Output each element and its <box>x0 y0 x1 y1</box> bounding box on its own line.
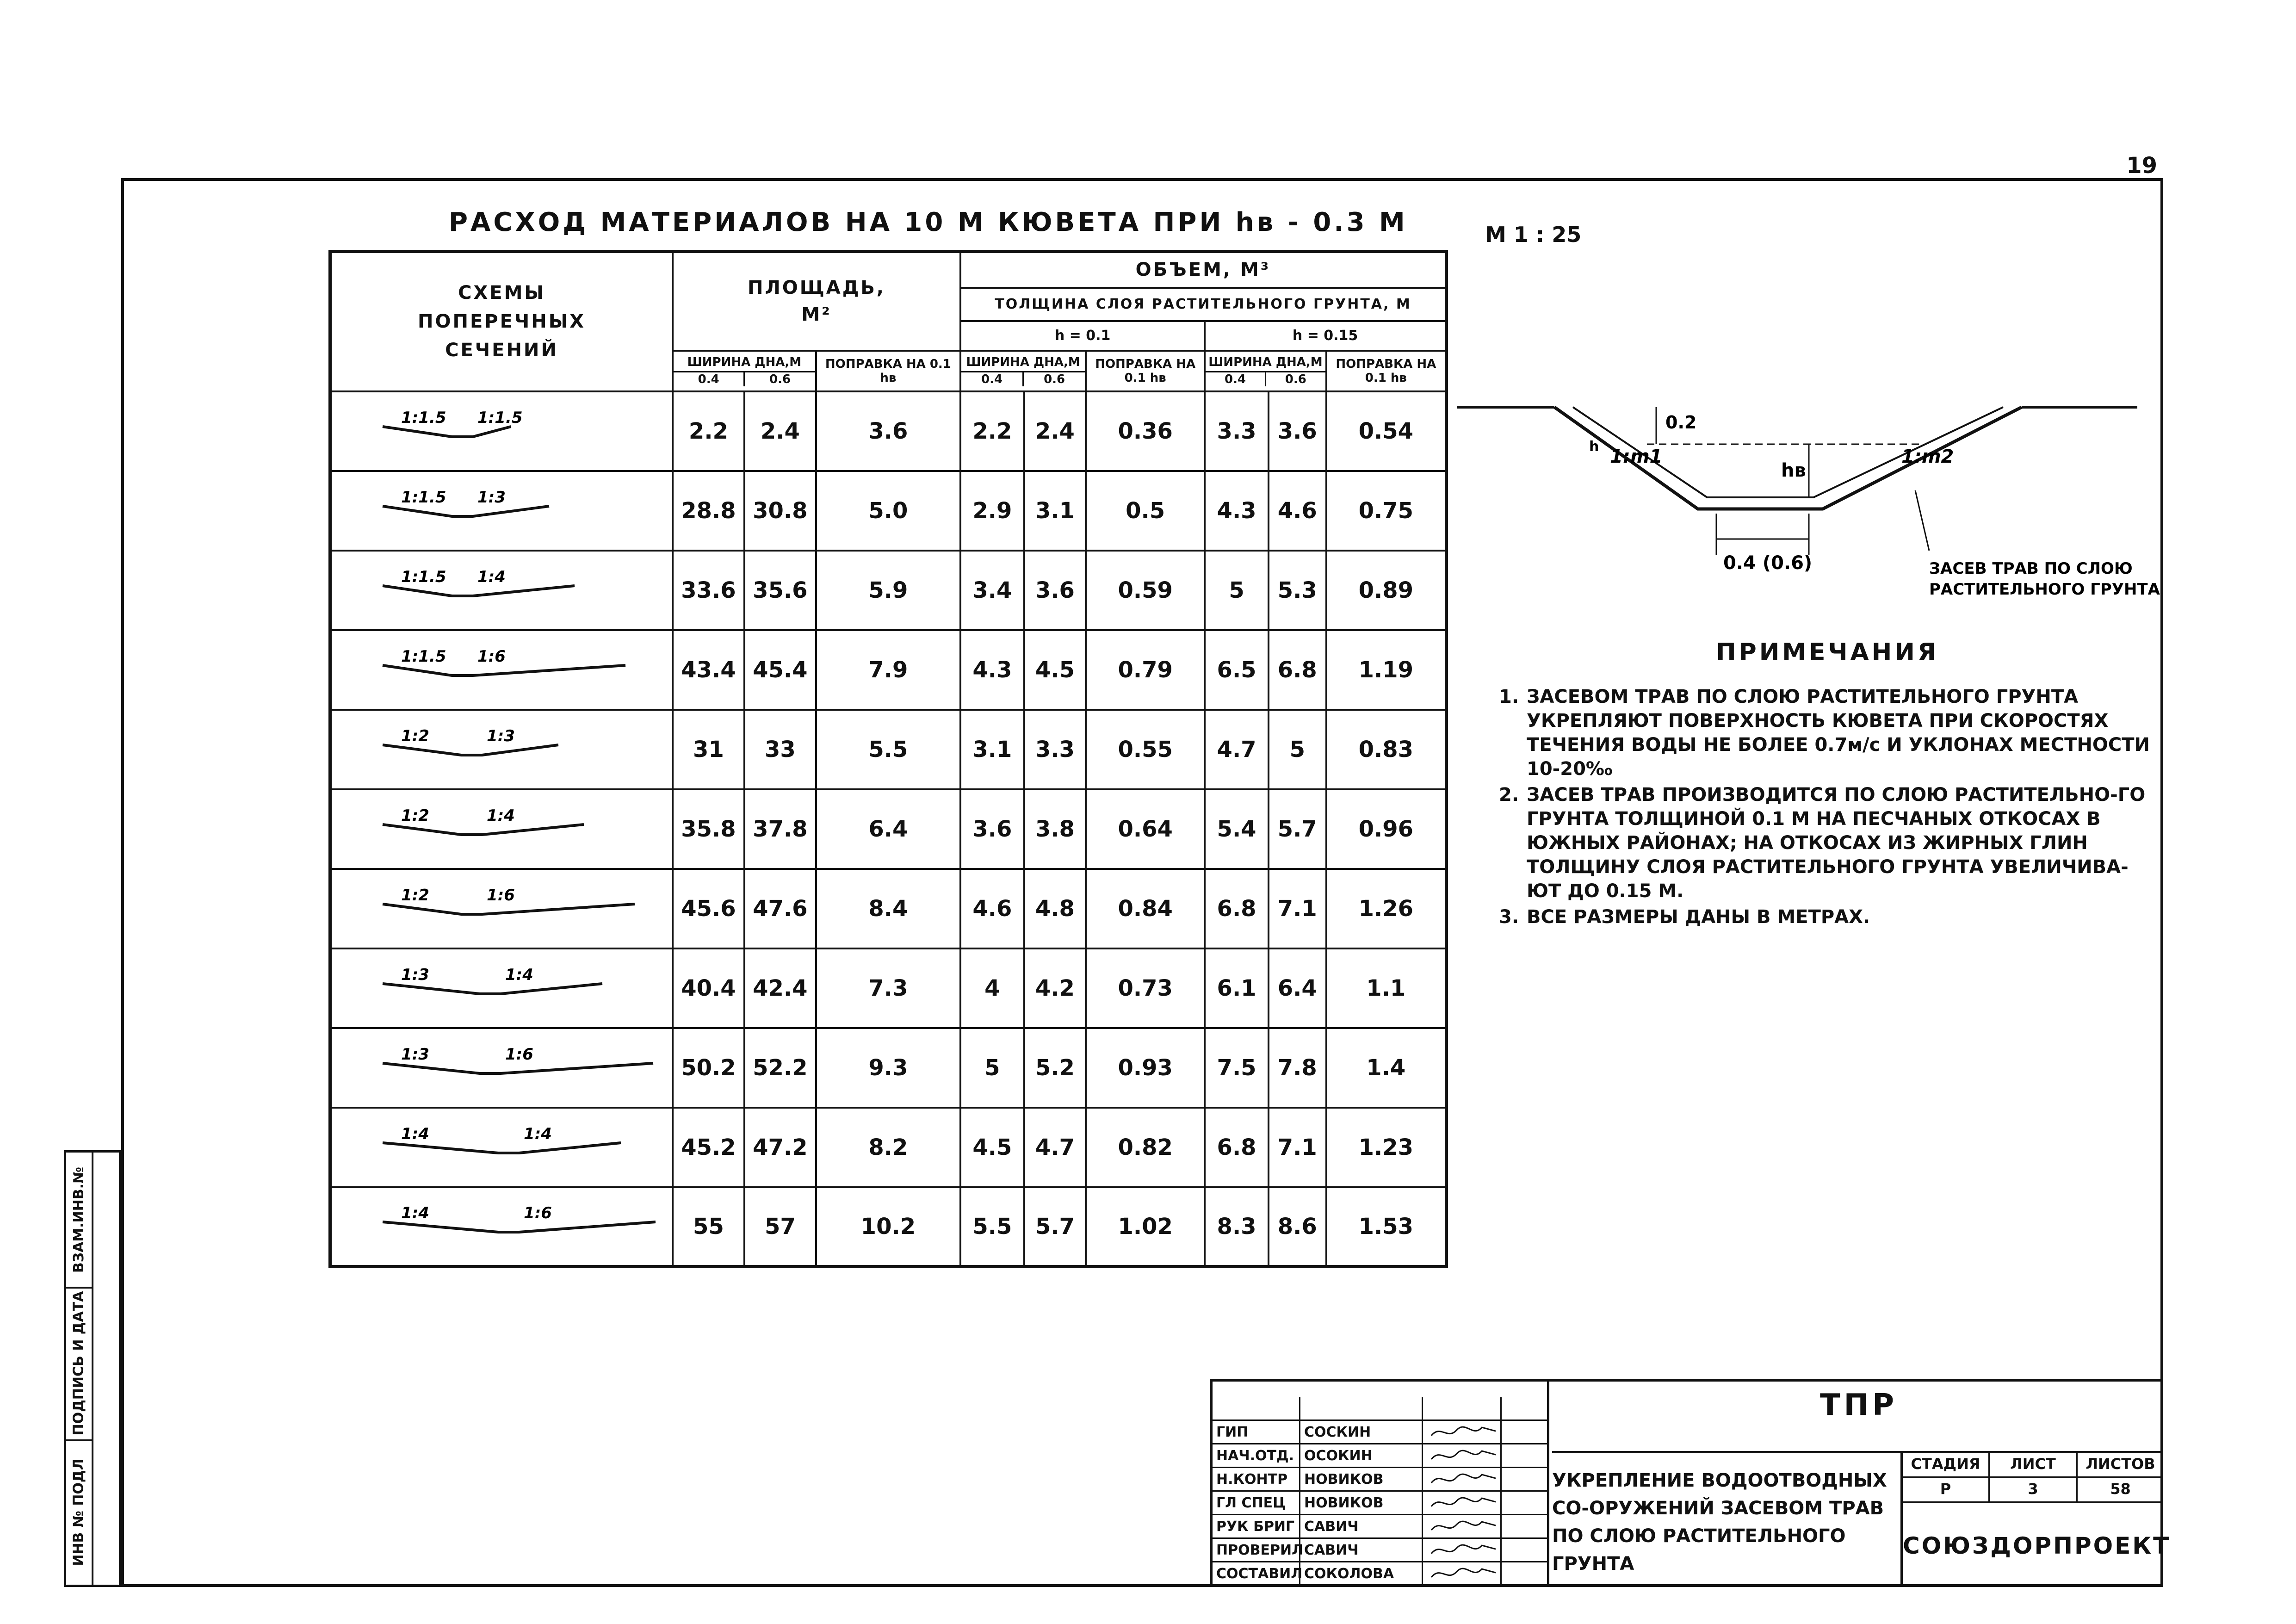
cross-section-sketch <box>332 951 672 1025</box>
value-cell: 2.2 <box>960 391 1024 471</box>
notes-section <box>1499 638 2156 931</box>
signature-mark <box>1423 1421 1502 1443</box>
value-cell: 1.02 <box>1086 1187 1205 1267</box>
signature-mark <box>1423 1539 1502 1561</box>
cross-section-sketch <box>332 474 672 548</box>
value-cell: 0.36 <box>1086 391 1205 471</box>
note-number: 2. <box>1499 784 1519 806</box>
cross-section-sketch <box>332 394 672 468</box>
slope-right-label: 1:m2 <box>1901 446 1954 467</box>
label-width-h01: ШИРИНА ДНА,М <box>961 355 1085 372</box>
table-row <box>330 391 1447 471</box>
slope-right-ratio: 1:6 <box>505 1045 533 1064</box>
value-cell: 4.5 <box>960 1108 1024 1187</box>
header-area: ПЛОЩАДЬ, М² <box>673 252 960 351</box>
value-cell: 4.7 <box>1024 1108 1086 1187</box>
signature-role: НАЧ.ОТД. <box>1213 1444 1300 1467</box>
empty-cell <box>1213 1397 1300 1419</box>
scheme-cell <box>330 869 673 948</box>
scheme-cell <box>330 391 673 471</box>
signature-date <box>1502 1444 1549 1467</box>
section-profile <box>383 1143 621 1153</box>
meta-sheet-value: 3 <box>1990 1478 2078 1501</box>
signature-mark <box>1423 1515 1502 1537</box>
value-cell: 1.26 <box>1326 869 1447 948</box>
meta-value-row <box>1903 1478 2163 1503</box>
slope-left-ratio: 1:3 <box>401 1045 429 1064</box>
value-cell: 9.3 <box>816 1028 960 1108</box>
value-cell: 5 <box>1269 710 1326 789</box>
value-cell: 3.4 <box>960 551 1024 630</box>
label-width-area: ШИРИНА ДНА,М <box>674 355 815 372</box>
meta-sheets-header: ЛИСТОВ <box>2086 1455 2155 1473</box>
header-h-01: h = 0.1 <box>960 321 1205 351</box>
scheme-cell <box>330 789 673 869</box>
signature-name: НОВИКОВ <box>1300 1468 1423 1490</box>
slope-left-ratio: 1:2 <box>401 726 429 745</box>
signature-mark <box>1423 1492 1502 1514</box>
cross-section-sketch <box>332 553 672 627</box>
value-cell: 1.4 <box>1326 1028 1447 1108</box>
section-profile <box>383 745 558 755</box>
value-cell: 35.8 <box>673 789 744 869</box>
header-volume: ОБЪЕМ, М³ <box>960 252 1447 288</box>
value-cell: 4.3 <box>1205 471 1269 551</box>
table-row <box>330 1028 1447 1108</box>
section-profile <box>383 1222 656 1232</box>
value-cell: 5.3 <box>1269 551 1326 630</box>
value-cell: 5.2 <box>1024 1028 1086 1108</box>
section-profile <box>383 904 635 914</box>
value-cell: 7.8 <box>1269 1028 1326 1108</box>
cross-section-sketch <box>332 1190 672 1264</box>
table-row <box>330 1108 1447 1187</box>
scale-label: М 1 : 25 <box>1485 222 1582 247</box>
value-cell: 2.2 <box>673 391 744 471</box>
value-cell: 30.8 <box>744 471 816 551</box>
value-cell: 5.0 <box>816 471 960 551</box>
value-cell: 4.2 <box>1024 948 1086 1028</box>
signature-mark <box>1423 1468 1502 1490</box>
scheme-cell <box>330 1187 673 1267</box>
value-cell: 5.7 <box>1024 1187 1086 1267</box>
section-profile <box>383 665 625 676</box>
note-item <box>1499 783 2156 903</box>
slope-left-ratio: 1:4 <box>401 1124 429 1143</box>
value-cell: 5.5 <box>816 710 960 789</box>
value-cell: 5.9 <box>816 551 960 630</box>
value-cell: 7.1 <box>1269 869 1326 948</box>
signature-date <box>1502 1492 1549 1514</box>
value-cell: 0.54 <box>1326 391 1447 471</box>
slope-right-ratio: 1:4 <box>505 965 533 984</box>
signature-name: СОКОЛОВА <box>1300 1562 1423 1585</box>
note-text: ЗАСЕВ ТРАВ ПРОИЗВОДИТСЯ ПО СЛОЮ РАСТИТЕЛЬНО-ГО ГРУНТА ТОЛЩИНОЙ 0.1 М НА ПЕСЧАНЫХ ОТКОСАХ В ЮЖНЫХ РАЙОНАХ; НА ОТКОСАХ ИЗ ЖИРНЫХ ГЛИН ТОЛЩИНУ СЛОЯ РАСТИТЕЛЬНОГО ГРУНТА УВЕЛИЧИВА-ЮТ ДО 0.15 М. <box>1527 784 2146 902</box>
value-cell: 5 <box>960 1028 1024 1108</box>
meta-sheet-header: ЛИСТ <box>1990 1453 2078 1476</box>
side-strip-col-1 <box>66 1153 93 1585</box>
slope-left-ratio: 1:1.5 <box>401 567 446 586</box>
value-cell: 0.83 <box>1326 710 1447 789</box>
depth-label: hв <box>1781 460 1806 481</box>
slope-left-ratio: 1:3 <box>401 965 429 984</box>
signature-date <box>1502 1515 1549 1537</box>
header-corr-h015: ПОПРАВКА НА 0.1 hв <box>1326 351 1447 391</box>
signature-row <box>1213 1515 1549 1539</box>
value-cell: 7.3 <box>816 948 960 1028</box>
value-cell: 5 <box>1205 551 1269 630</box>
label-width-h015: ШИРИНА ДНА,М <box>1206 355 1325 372</box>
value-cell: 3.8 <box>1024 789 1086 869</box>
cross-section-sketch <box>332 1031 672 1105</box>
value-cell: 57 <box>744 1187 816 1267</box>
slope-left-label: 1:m1 <box>1610 446 1663 467</box>
slope-left-ratio: 1:4 <box>401 1203 429 1222</box>
ditch-cross-section-diagram <box>1457 379 2165 620</box>
value-cell: 1.19 <box>1326 630 1447 710</box>
side-approval-strip <box>64 1150 121 1587</box>
signature-date <box>1502 1539 1549 1561</box>
value-cell: 6.5 <box>1205 630 1269 710</box>
value-cell: 37.8 <box>744 789 816 869</box>
notes-list <box>1499 685 2156 929</box>
value-cell: 43.4 <box>673 630 744 710</box>
value-cell: 47.2 <box>744 1108 816 1187</box>
project-code: ТПР <box>1819 1388 1898 1422</box>
value-cell: 3.6 <box>1024 551 1086 630</box>
table-row <box>330 471 1447 551</box>
section-profile <box>383 1063 653 1073</box>
value-cell: 47.6 <box>744 869 816 948</box>
value-cell: 4.6 <box>960 869 1024 948</box>
note-item <box>1499 905 2156 929</box>
value-cell: 4.8 <box>1024 869 1086 948</box>
meta-stage-value: Р <box>1903 1478 1990 1501</box>
slope-right-ratio: 1:4 <box>487 806 515 825</box>
value-cell: 1.1 <box>1326 948 1447 1028</box>
value-cell: 31 <box>673 710 744 789</box>
side-cell-sign <box>66 1287 92 1441</box>
side-label-sign: ПОДПИСЬ И ДАТА <box>71 1290 87 1436</box>
note-text: ЗАСЕВОМ ТРАВ ПО СЛОЮ РАСТИТЕЛЬНОГО ГРУНТА УКРЕПЛЯЮТ ПОВЕРХНОСТЬ КЮВЕТА ПРИ СКОРОСТЯХ ТЕЧЕНИЯ ВОДЫ НЕ БОЛЕЕ 0.7м/с И УКЛОНАХ МЕСТНОСТИ 10-20‰ <box>1527 686 2150 780</box>
value-cell: 50.2 <box>673 1028 744 1108</box>
scheme-cell <box>330 1108 673 1187</box>
signatures-grid <box>1213 1382 1549 1584</box>
value-cell: 45.6 <box>673 869 744 948</box>
meta-header-row <box>1903 1453 2163 1478</box>
caption-leader <box>1915 490 1929 551</box>
header-width-h015 <box>1205 351 1326 391</box>
note-number: 1. <box>1499 686 1519 707</box>
header-width-area <box>673 351 816 391</box>
signature-mark <box>1423 1562 1502 1585</box>
signature-name: САВИЧ <box>1300 1515 1423 1537</box>
value-cell: 3.1 <box>960 710 1024 789</box>
value-cell: 1.53 <box>1326 1187 1447 1267</box>
table-title: РАСХОД МАТЕРИАЛОВ НА 10 М КЮВЕТА ПРИ hв - 0.3 М <box>449 207 1408 237</box>
slope-left-ratio: 1:1.5 <box>401 488 446 507</box>
side-cell-inv <box>66 1153 92 1289</box>
table-row <box>330 630 1447 710</box>
note-text: ВСЕ РАЗМЕРЫ ДАНЫ В МЕТРАХ. <box>1527 906 1870 928</box>
signature-name: ОСОКИН <box>1300 1444 1423 1467</box>
table-row <box>330 551 1447 630</box>
value-cell: 0.55 <box>1086 710 1205 789</box>
section-profile <box>383 586 575 596</box>
value-cell: 35.6 <box>744 551 816 630</box>
slope-right-ratio: 1:3 <box>477 488 506 507</box>
slope-right-ratio: 1:6 <box>524 1203 552 1222</box>
note-item <box>1499 685 2156 781</box>
header-h-015: h = 0.15 <box>1205 321 1446 351</box>
label-w06-h01: 0.6 <box>1044 372 1065 386</box>
value-cell: 40.4 <box>673 948 744 1028</box>
value-cell: 3.3 <box>1024 710 1086 789</box>
value-cell: 8.3 <box>1205 1187 1269 1267</box>
label-w04-h01: 0.4 <box>961 372 1024 386</box>
signature-name: САВИЧ <box>1300 1539 1423 1561</box>
value-cell: 2.9 <box>960 471 1024 551</box>
signature-mark <box>1423 1444 1502 1467</box>
value-cell: 7.5 <box>1205 1028 1269 1108</box>
sheet-meta <box>1900 1451 2171 1587</box>
value-cell: 3.6 <box>960 789 1024 869</box>
cross-section-sketch <box>332 633 672 707</box>
slope-right-ratio: 1:4 <box>477 567 506 586</box>
scheme-cell <box>330 710 673 789</box>
slope-right-ratio: 1:1.5 <box>477 408 523 427</box>
cross-section-sketch <box>332 713 672 787</box>
value-cell: 28.8 <box>673 471 744 551</box>
value-cell: 7.9 <box>816 630 960 710</box>
slope-right-ratio: 1:4 <box>524 1124 552 1143</box>
signature-role: РУК БРИГ <box>1213 1515 1300 1537</box>
value-cell: 4 <box>960 948 1024 1028</box>
value-cell: 0.89 <box>1326 551 1447 630</box>
signature-row <box>1213 1444 1549 1468</box>
title-block-divider <box>1552 1451 1900 1453</box>
scheme-cell <box>330 630 673 710</box>
signature-row <box>1213 1468 1549 1492</box>
side-cell-podl <box>66 1439 92 1585</box>
signature-role: ГИП <box>1213 1421 1300 1443</box>
value-cell: 52.2 <box>744 1028 816 1108</box>
value-cell: 45.2 <box>673 1108 744 1187</box>
caption-line-2: РАСТИТЕЛЬНОГО ГРУНТА <box>1929 580 2160 599</box>
notes-heading: ПРИМЕЧАНИЯ <box>1716 638 1939 666</box>
value-cell: 5.7 <box>1269 789 1326 869</box>
value-cell: 6.1 <box>1205 948 1269 1028</box>
side-label-podl: ИНВ № ПОДЛ <box>71 1458 87 1566</box>
value-cell: 4.3 <box>960 630 1024 710</box>
value-cell: 8.4 <box>816 869 960 948</box>
value-cell: 10.2 <box>816 1187 960 1267</box>
bottom-width-label: 0.4 (0.6) <box>1723 552 1813 574</box>
value-cell: 0.93 <box>1086 1028 1205 1108</box>
slope-right-ratio: 1:3 <box>487 726 515 745</box>
slope-left-ratio: 1:2 <box>401 886 429 905</box>
signature-row <box>1213 1492 1549 1515</box>
header-corr-area: ПОПРАВКА НА 0.1 hв <box>816 351 960 391</box>
value-cell: 4.6 <box>1269 471 1326 551</box>
value-cell: 0.82 <box>1086 1108 1205 1187</box>
organization-name: СОЮЗДОРПРОЕКТ <box>1903 1532 2171 1559</box>
value-cell: 0.75 <box>1326 471 1447 551</box>
header-width-h01 <box>960 351 1086 391</box>
value-cell: 45.4 <box>744 630 816 710</box>
table-body <box>330 391 1447 1267</box>
header-layer-thickness: ТОЛЩИНА СЛОЯ РАСТИТЕЛЬНОГО ГРУНТА, М <box>960 288 1447 321</box>
cross-section-sketch <box>332 872 672 946</box>
value-cell: 3.6 <box>816 391 960 471</box>
value-cell: 0.64 <box>1086 789 1205 869</box>
value-cell: 6.8 <box>1205 1108 1269 1187</box>
signature-name: СОСКИН <box>1300 1421 1423 1443</box>
signature-row-empty <box>1213 1397 1549 1421</box>
value-cell: 8.6 <box>1269 1187 1326 1267</box>
signature-role: Н.КОНТР <box>1213 1468 1300 1490</box>
value-cell: 6.4 <box>1269 948 1326 1028</box>
table-row <box>330 869 1447 948</box>
value-cell: 4.5 <box>1024 630 1086 710</box>
table-row <box>330 1187 1447 1267</box>
value-cell: 3.6 <box>1269 391 1326 471</box>
value-cell: 3.1 <box>1024 471 1086 551</box>
value-cell: 2.4 <box>1024 391 1086 471</box>
value-cell: 0.5 <box>1086 471 1205 551</box>
dim-top-label: 0.2 <box>1665 412 1697 433</box>
label-w04-h015: 0.4 <box>1206 372 1266 386</box>
signature-row <box>1213 1539 1549 1562</box>
value-cell: 3.3 <box>1205 391 1269 471</box>
sheet-number: 19 <box>2126 153 2157 179</box>
section-profile <box>383 984 602 994</box>
signature-name: НОВИКОВ <box>1300 1492 1423 1514</box>
slope-left-ratio: 1:2 <box>401 806 429 825</box>
cross-section-sketch <box>332 1110 672 1184</box>
signature-date <box>1502 1421 1549 1443</box>
side-strip-col-2 <box>93 1153 119 1585</box>
meta-stage-header: СТАДИЯ <box>1903 1453 1990 1476</box>
label-w06-area: 0.6 <box>769 372 791 386</box>
caption-line-1: ЗАСЕВ ТРАВ ПО СЛОЮ <box>1929 559 2133 578</box>
value-cell: 5.5 <box>960 1187 1024 1267</box>
value-cell: 7.1 <box>1269 1108 1326 1187</box>
value-cell: 2.4 <box>744 391 816 471</box>
value-cell: 6.4 <box>816 789 960 869</box>
value-cell: 6.8 <box>1269 630 1326 710</box>
empty-cell <box>1300 1397 1423 1419</box>
layer-h-label: h <box>1589 439 1599 455</box>
value-cell: 5.4 <box>1205 789 1269 869</box>
section-profile <box>383 427 511 437</box>
note-number: 3. <box>1499 906 1519 928</box>
signature-date <box>1502 1468 1549 1490</box>
signature-role: ПРОВЕРИЛ <box>1213 1539 1300 1561</box>
scheme-cell <box>330 948 673 1028</box>
empty-cell <box>1502 1397 1549 1419</box>
value-cell: 4.7 <box>1205 710 1269 789</box>
table-row <box>330 789 1447 869</box>
scheme-cell <box>330 551 673 630</box>
label-w06-h015: 0.6 <box>1285 372 1306 386</box>
value-cell: 1.23 <box>1326 1108 1447 1187</box>
value-cell: 33 <box>744 710 816 789</box>
empty-cell <box>1423 1397 1502 1419</box>
slope-right-ratio: 1:6 <box>487 886 515 905</box>
signature-role: ГЛ СПЕЦ <box>1213 1492 1300 1514</box>
meta-sheets-value: 58 <box>2110 1480 2131 1498</box>
section-profile <box>383 824 584 835</box>
signature-row <box>1213 1562 1549 1586</box>
label-w04-area: 0.4 <box>674 372 745 386</box>
slope-left-ratio: 1:1.5 <box>401 647 446 666</box>
table-row <box>330 948 1447 1028</box>
section-profile <box>383 506 549 516</box>
value-cell: 6.8 <box>1205 869 1269 948</box>
sheet-description: УКРЕПЛЕНИЕ ВОДООТВОДНЫХ СО-ОРУЖЕНИЙ ЗАСЕВОМ ТРАВ ПО СЛОЮ РАСТИТЕЛЬНОГО ГРУНТА <box>1552 1470 1887 1574</box>
header-corr-h01: ПОПРАВКА НА 0.1 hв <box>1086 351 1205 391</box>
table-row <box>330 710 1447 789</box>
value-cell: 55 <box>673 1187 744 1267</box>
scheme-cell <box>330 1028 673 1108</box>
value-cell: 0.59 <box>1086 551 1205 630</box>
value-cell: 0.79 <box>1086 630 1205 710</box>
value-cell: 8.2 <box>816 1108 960 1187</box>
materials-table <box>328 250 1448 1268</box>
slope-left-ratio: 1:1.5 <box>401 408 446 427</box>
scheme-cell <box>330 471 673 551</box>
value-cell: 33.6 <box>673 551 744 630</box>
value-cell: 0.73 <box>1086 948 1205 1028</box>
side-label-vzam: ВЗАМ.ИНВ.№ <box>71 1166 87 1273</box>
signature-date <box>1502 1562 1549 1585</box>
header-schemes: СХЕМЫ ПОПЕРЕЧНЫХ СЕЧЕНИЙ <box>330 252 673 391</box>
value-cell: 0.96 <box>1326 789 1447 869</box>
value-cell: 42.4 <box>744 948 816 1028</box>
signature-role: СОСТАВИЛ <box>1213 1562 1300 1585</box>
slope-right-ratio: 1:6 <box>477 647 506 666</box>
cross-section-sketch <box>332 792 672 866</box>
value-cell: 0.84 <box>1086 869 1205 948</box>
signature-row <box>1213 1421 1549 1444</box>
